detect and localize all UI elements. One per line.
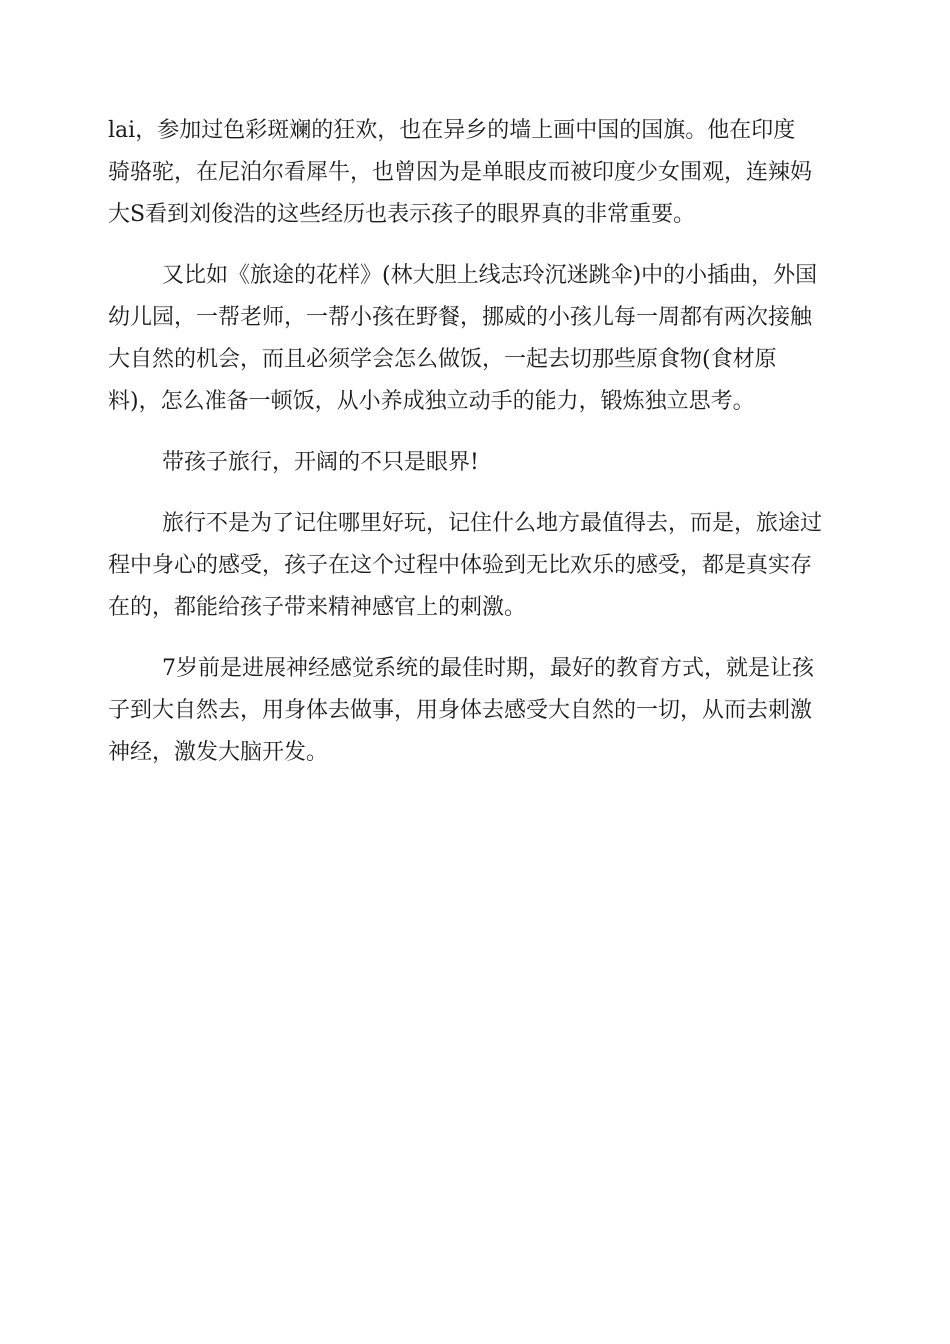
paragraph-line: 料)，怎么准备一顿饭，从小养成独立动手的能力，锻炼独立思考。: [108, 389, 755, 414]
paragraph-line: 神经，激发大脑开发。: [108, 740, 329, 765]
paragraph-4: [108, 503, 838, 629]
paragraph-line: 旅行不是为了记住哪里好玩，记住什么地方最值得去，而是，旅途过: [162, 511, 823, 536]
paragraph-line: 又比如《旅途的花样》(林大胆上线志玲沉迷跳伞)中的小插曲，外国: [162, 263, 818, 288]
document-body: [108, 110, 838, 793]
paragraph-line: 程中身心的感受，孩子在这个过程中体验到无比欢乐的感受，都是真实存: [108, 553, 813, 578]
paragraph-line: 子到大自然去，用身体去做事，用身体去感受大自然的一切，从而去刺激: [108, 698, 813, 723]
paragraph-line: 在的，都能给孩子带来精神感官上的刺激。: [108, 595, 527, 620]
paragraph-1: [108, 110, 838, 236]
paragraph-line: 带孩子旅行，开阔的不只是眼界!: [162, 450, 479, 475]
paragraph-line: 大自然的机会，而且必须学会怎么做饭，一起去切那些原食物(食材原: [108, 347, 777, 372]
paragraph-2: [108, 255, 838, 423]
paragraph-line: 骑骆驼，在尼泊尔看犀牛，也曾因为是单眼皮而被印度少女围观，连辣妈: [108, 160, 813, 185]
paragraph-line: 大S看到刘俊浩的这些经历也表示孩子的眼界真的非常重要。: [108, 202, 696, 227]
paragraph-line: 7岁前是进展神经感觉系统的最佳时期，最好的教育方式，就是让孩: [162, 656, 814, 681]
paragraph-5: [108, 648, 838, 774]
paragraph-line: 幼儿园，一帮老师，一帮小孩在野餐，挪威的小孩儿每一周都有两次接触: [108, 305, 813, 330]
paragraph-3: [108, 442, 838, 484]
paragraph-line: lai，参加过色彩斑斓的狂欢，也在异乡的墙上画中国的国旗。他在印度: [108, 118, 796, 143]
